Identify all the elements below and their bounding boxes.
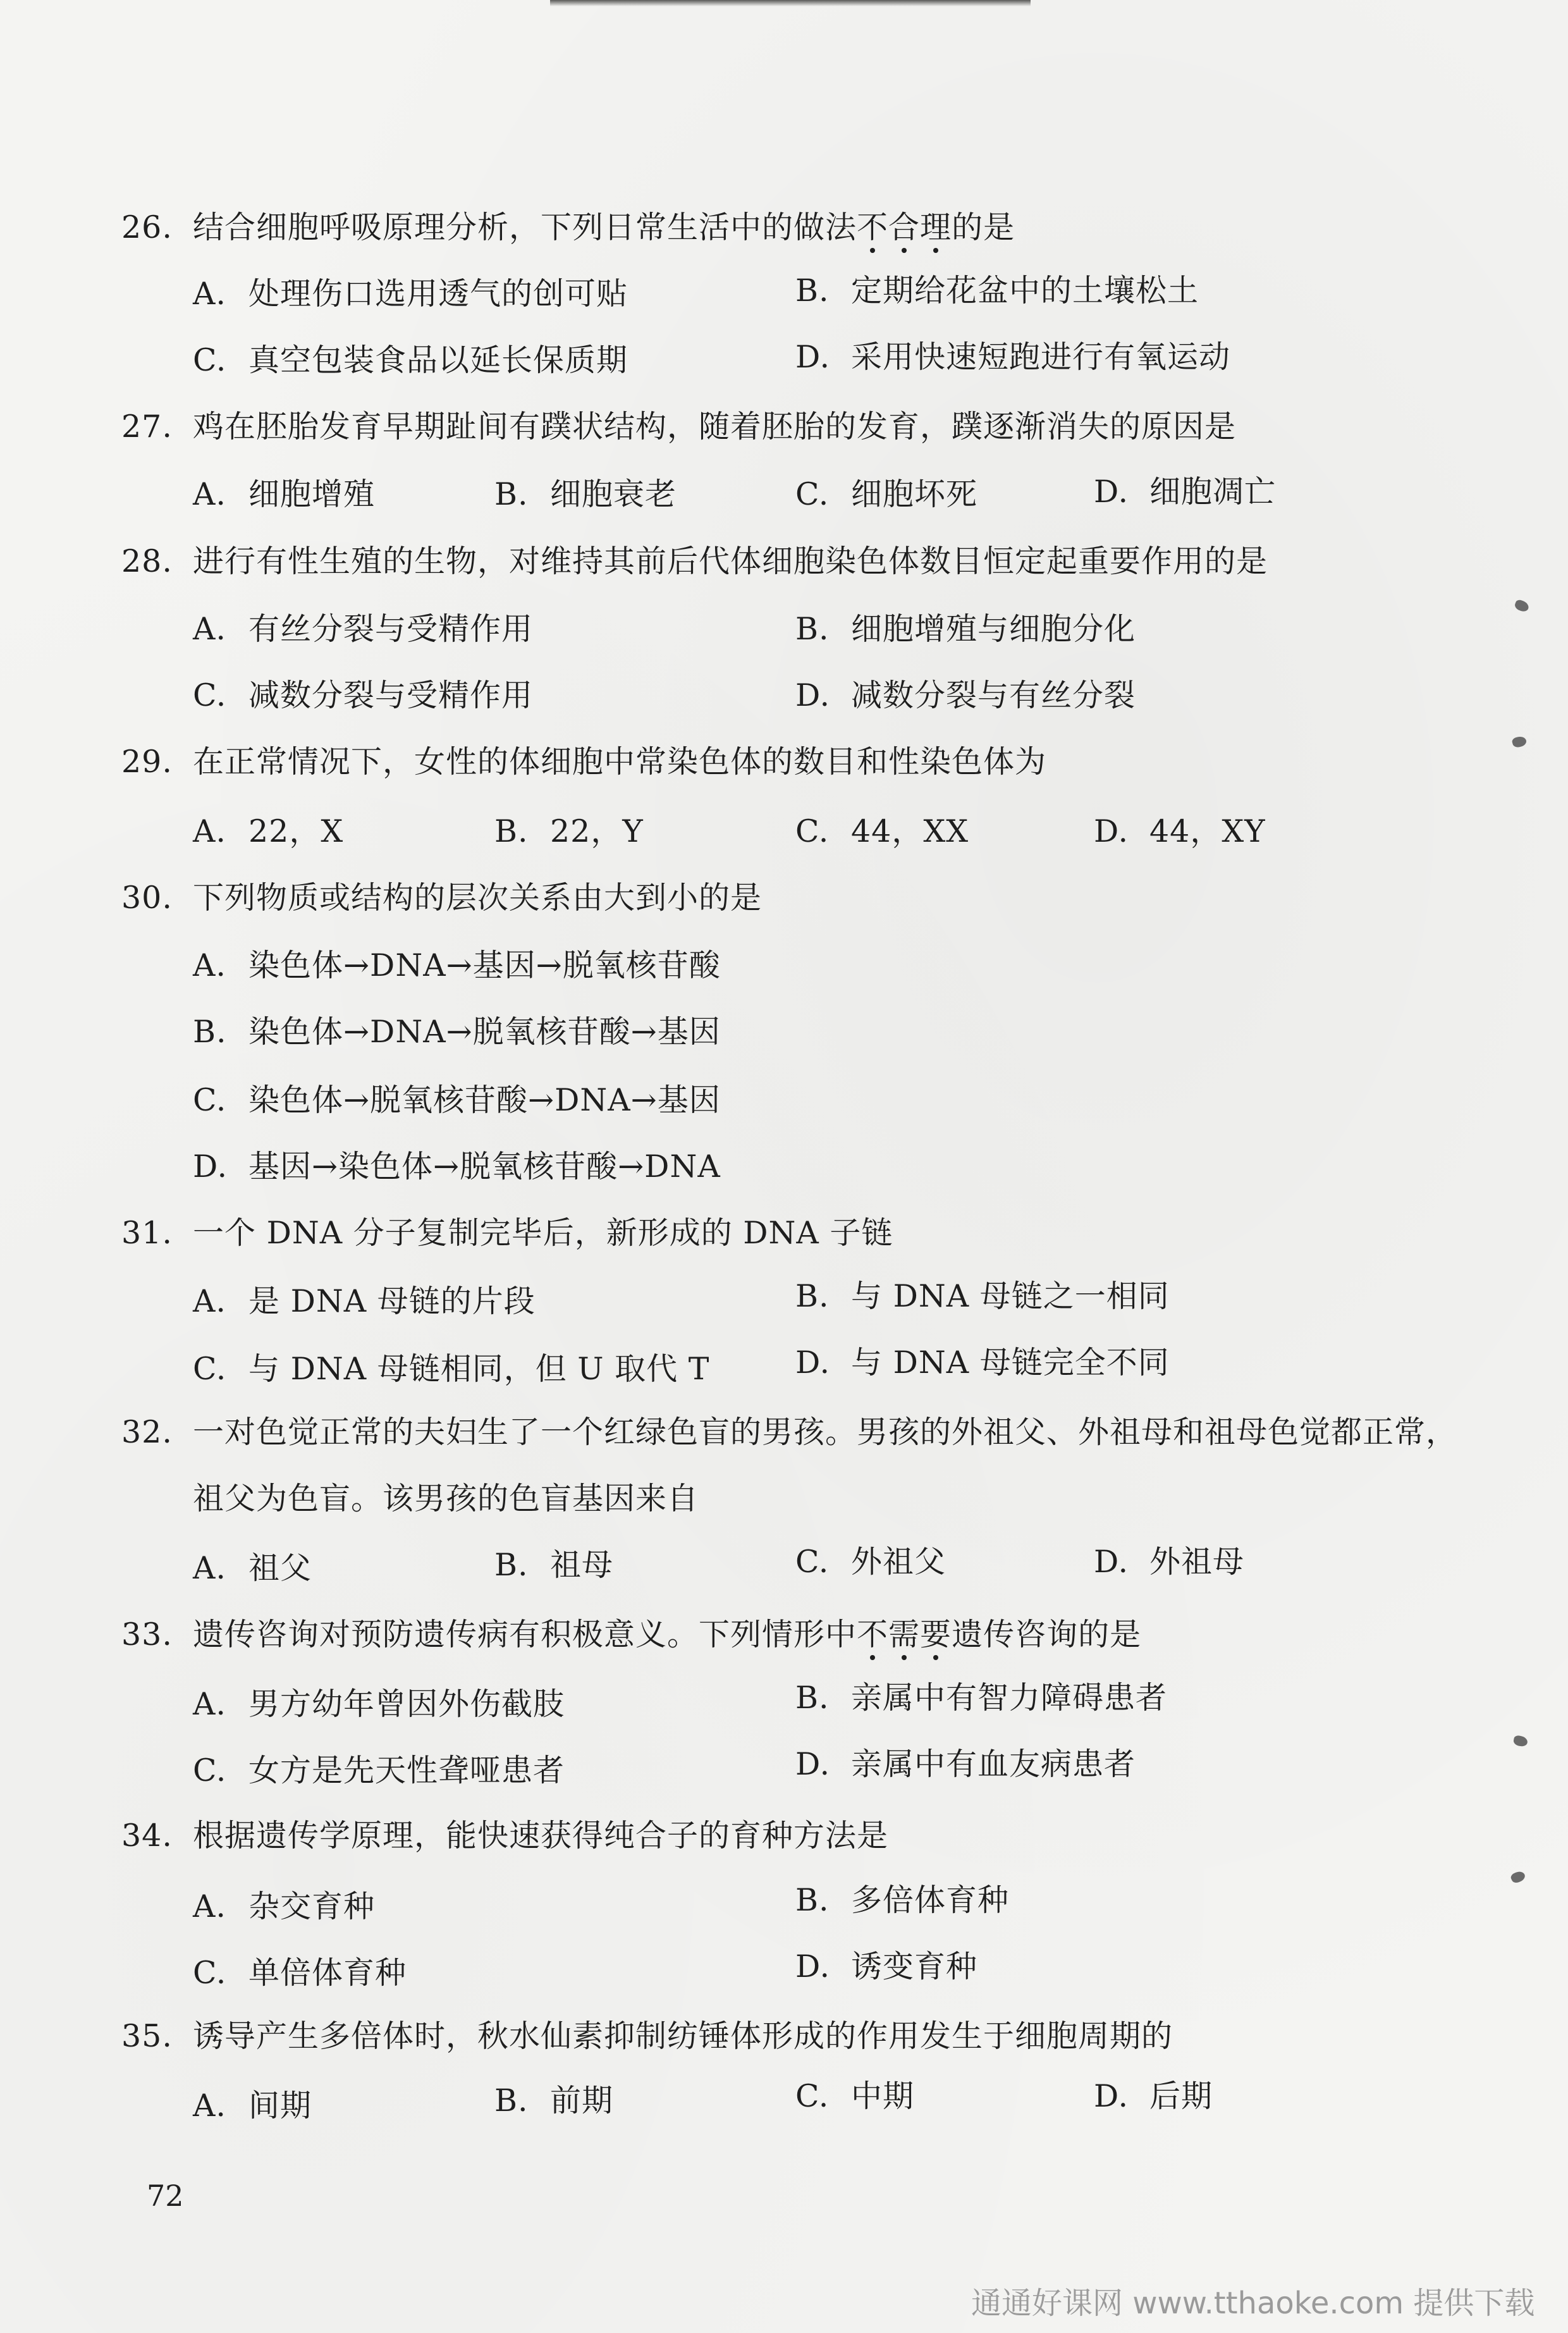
page-number: 72 <box>147 2179 184 2213</box>
option-26-b: B. 定期给花盆中的土壤松土 <box>795 273 1199 309</box>
question-27-stem: 27. 鸡在胚胎发育早期趾间有蹼状结构，随着胚胎的发育，蹼逐渐消失的原因是 <box>121 409 1237 445</box>
option-30-b: B. 染色体→DNA→脱氧核苷酸→基因 <box>193 1014 721 1050</box>
option-33-b: B. 亲属中有智力障碍患者 <box>795 1680 1168 1716</box>
option-27-c: C. 细胞坏死 <box>795 476 978 512</box>
option-29-a: A. 22，X <box>193 813 344 849</box>
option-27-a: A. 细胞增殖 <box>193 476 376 512</box>
scan-speck <box>1514 599 1530 613</box>
option-31-b: B. 与 DNA 母链之一相同 <box>795 1278 1170 1314</box>
option-31-c: C. 与 DNA 母链相同，但 U 取代 T <box>193 1351 710 1387</box>
question-32-stem-continued: 祖父为色盲。该男孩的色盲基因来自 <box>193 1480 699 1517</box>
option-30-a: A. 染色体→DNA→基因→脱氧核苷酸 <box>193 947 721 983</box>
scan-speck <box>1513 1735 1528 1747</box>
question-26-stem: 26. 结合细胞呼吸原理分析，下列日常生活中的做法不合理的是 <box>121 209 1015 245</box>
question-number: 34. <box>121 1818 173 1854</box>
option-28-b: B. 细胞增殖与细胞分化 <box>795 611 1136 647</box>
option-34-a: A. 杂交育种 <box>193 1888 376 1924</box>
option-31-d: D. 与 DNA 母链完全不同 <box>795 1345 1170 1381</box>
option-29-b: B. 22，Y <box>494 813 644 849</box>
option-30-c: C. 染色体→脱氧核苷酸→DNA→基因 <box>193 1082 721 1118</box>
option-29-d: D. 44，XY <box>1094 813 1266 849</box>
option-35-d: D. 后期 <box>1094 2078 1213 2114</box>
option-28-c: C. 减数分裂与受精作用 <box>193 677 534 713</box>
scan-speck <box>1510 1869 1527 1885</box>
option-27-d: D. 细胞凋亡 <box>1094 474 1277 510</box>
option-30-d: D. 基因→染色体→脱氧核苷酸→DNA <box>193 1148 721 1185</box>
question-35-stem: 35. 诱导产生多倍体时，秋水仙素抑制纺锤体形成的作用发生于细胞周期的 <box>121 2018 1173 2054</box>
scan-speck <box>1511 735 1527 748</box>
option-33-d: D. 亲属中有血友病患者 <box>795 1746 1136 1782</box>
option-35-a: A. 间期 <box>193 2088 312 2124</box>
question-32-stem: 32. 一对色觉正常的夫妇生了一个红绿色盲的男孩。男孩的外祖父、外祖母和祖母色觉都正常， <box>121 1414 1458 1450</box>
question-number: 35. <box>121 2018 173 2054</box>
question-33-stem: 33. 遗传咨询对预防遗传病有积极意义。下列情形中不需要遗传咨询的是 <box>121 1616 1142 1653</box>
watermark-text: 通通好课网 www.tthaoke.com 提供下载 <box>971 2286 1535 2321</box>
option-32-c: C. 外祖父 <box>795 1544 946 1580</box>
question-number: 27. <box>121 409 173 445</box>
option-35-c: C. 中期 <box>795 2078 915 2114</box>
option-29-c: C. 44，XX <box>795 813 969 849</box>
question-number: 29. <box>121 744 173 780</box>
option-33-a: A. 男方幼年曾因外伤截肢 <box>193 1686 565 1722</box>
option-26-d: D. 采用快速短跑进行有氧运动 <box>795 339 1231 375</box>
emphasis-text: 不合理 <box>857 209 952 245</box>
question-31-stem: 31. 一个 DNA 分子复制完毕后，新形成的 DNA 子链 <box>121 1215 893 1251</box>
option-34-c: C. 单倍体育种 <box>193 1955 407 1991</box>
question-34-stem: 34. 根据遗传学原理，能快速获得纯合子的育种方法是 <box>121 1818 889 1854</box>
emphasis-text: 不需要 <box>857 1616 952 1653</box>
question-28-stem: 28. 进行有性生殖的生物，对维持其前后代体细胞染色体数目恒定起重要作用的是 <box>121 543 1268 579</box>
option-35-b: B. 前期 <box>494 2083 614 2119</box>
option-34-b: B. 多倍体育种 <box>795 1882 1010 1918</box>
question-number: 30. <box>121 880 173 916</box>
question-29-stem: 29. 在正常情况下，女性的体细胞中常染色体的数目和性染色体为 <box>121 744 1047 780</box>
option-26-a: A. 处理伤口选用透气的创可贴 <box>193 276 628 312</box>
option-31-a: A. 是 DNA 母链的片段 <box>193 1283 536 1319</box>
question-number: 32. <box>121 1414 173 1450</box>
question-number: 33. <box>121 1616 173 1653</box>
option-32-a: A. 祖父 <box>193 1550 312 1586</box>
question-30-stem: 30. 下列物质或结构的层次关系由大到小的是 <box>121 880 763 916</box>
option-34-d: D. 诱变育种 <box>795 1948 978 1985</box>
scan-edge-shadow <box>550 0 1031 6</box>
option-28-d: D. 减数分裂与有丝分裂 <box>795 677 1136 713</box>
option-32-b: B. 祖母 <box>494 1547 614 1583</box>
option-28-a: A. 有丝分裂与受精作用 <box>193 611 534 647</box>
option-32-d: D. 外祖母 <box>1094 1544 1245 1580</box>
option-26-c: C. 真空包装食品以延长保质期 <box>193 342 628 378</box>
question-number: 31. <box>121 1215 173 1251</box>
question-number: 28. <box>121 543 173 579</box>
option-33-c: C. 女方是先天性聋哑患者 <box>193 1752 565 1788</box>
option-27-b: B. 细胞衰老 <box>494 476 677 512</box>
question-number: 26. <box>121 209 173 245</box>
